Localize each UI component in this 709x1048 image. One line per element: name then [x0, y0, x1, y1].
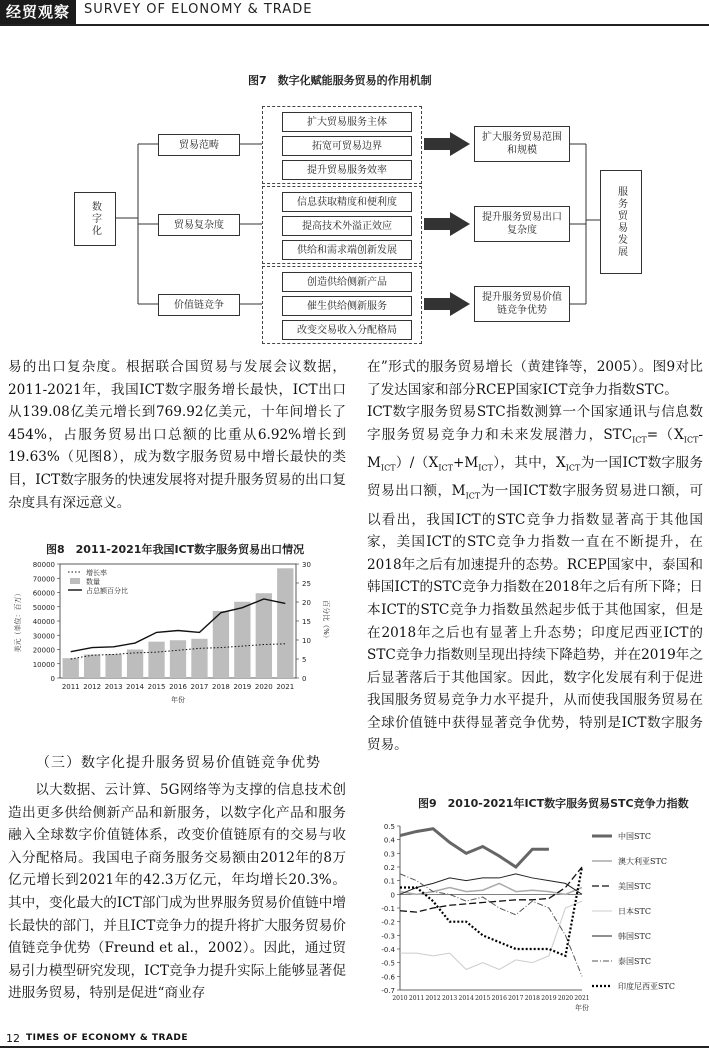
- right-paragraph-2-text: ICT数字服务贸易STC指数测算一个国家通讯与信息数字服务贸易竞争力和未来发展潜力，$STC_{ICT}=(X_{ICT}-M_{ICT})/(X_{ICT}+M_{ICT})$，其中，$X_{ICT}$为一国ICT数字服务贸易出口额，$M_{ICT}$为一国ICT数字服务贸易进口额，可以看出，我国ICT的STC竞争力指数显著高于其他国家，美国ICT的STC竞争力指数一直在不断提升，在2018年之后有加速提升的态势。RCEP国家中，泰国和韩国ICT的STC竞争力指数在2018年之后有所下降；日本ICT的STC竞争力指数虽然起步低于其他国家，但是在2018年之后也有显著上升态势；印度尼西亚ICT的STC竞争力指数则呈现出持续下降趋势，并在2019年之后显著落后于其他国家。因此，数字化发展有利于促进我国服务贸易竞争力水平提升，从而使我国服务贸易在全球价值链中获得显著竞争优势，特别是ICT数字服务贸易。: [367, 404, 704, 754]
- fig8-ytick-label: 60000: [32, 589, 55, 598]
- branch-1-outcome: 扩大服务贸易范围和规模: [474, 126, 570, 162]
- left-paragraph-1: [8, 356, 346, 514]
- fig8-ytick-label: 10000: [32, 660, 55, 669]
- fig8-xtick-label: 2017: [190, 683, 209, 691]
- fig8-xtick-label: 2021: [276, 683, 295, 691]
- fig8-ytick-label: 80000: [32, 561, 55, 569]
- branch-2-label: 贸易复杂度: [158, 214, 240, 236]
- fig9-xlabel: 年份: [575, 1004, 589, 1012]
- branch-2-item-3: 供给和需求端创新发展: [282, 240, 412, 260]
- fig8-title: 图8 2011-2021年我国ICT数字服务贸易出口情况: [46, 543, 305, 556]
- fig9-ytick-label: -0.2: [381, 918, 395, 927]
- fig9-line-3: [400, 867, 582, 912]
- fig9-xtick-label: 2015: [475, 995, 491, 1002]
- fig8-ytick-label: 20000: [32, 646, 55, 655]
- final-node-service-trade-development: 服务贸易发展: [600, 170, 642, 274]
- fig8-ylabel-right: 百分比（%）: [322, 600, 330, 642]
- fig8-bar: [170, 640, 186, 678]
- branch-1-item-3: 提升贸易服务效率: [282, 160, 412, 180]
- fig9-legend-label-5: 韩国STC: [618, 932, 651, 941]
- fig9-ytick-label: 0.5: [383, 823, 395, 831]
- left-paragraph-2: [8, 779, 346, 1005]
- branch-2-item-1: 信息获取精度和便利度: [282, 192, 412, 212]
- header-rule: [0, 24, 709, 26]
- fig9-ytick-label: 0: [390, 891, 395, 900]
- fig9-legend-label-6: 泰国STC: [618, 957, 651, 966]
- fig8-ytick-right-label: 5: [302, 656, 307, 664]
- fig9-xtick-label: 2013: [441, 995, 458, 1002]
- branch-3-item-2: 催生供给侧新服务: [282, 296, 412, 316]
- fig9-legend-label-2: 澳大利亚STC: [618, 857, 667, 866]
- fig8-xtick-label: 2012: [83, 683, 102, 691]
- fig8-ytick-label: 40000: [32, 618, 55, 626]
- fig9-legend-label-7: 印度尼西亚STC: [618, 982, 675, 991]
- fig8-ytick-label: 70000: [32, 575, 55, 584]
- fig9-xtick-label: 2021: [574, 995, 590, 1002]
- fig9-line-1: [400, 829, 549, 867]
- fig9-xtick-label: 2017: [508, 995, 524, 1002]
- fig8-legend-count: 数量: [86, 578, 100, 586]
- branch-1-item-2: 拓宽可贸易边界: [282, 136, 412, 156]
- fig8-xtick-label: 2019: [233, 683, 252, 691]
- fig8-xtick-label: 2014: [126, 683, 145, 691]
- fig8-bar: [127, 650, 143, 679]
- fig9-ytick-label: -0.7: [381, 987, 395, 995]
- fig9-xtick-label: 2010: [392, 995, 408, 1002]
- right-paragraph-2: [367, 401, 703, 757]
- fig8-xtick-label: 2015: [147, 683, 166, 691]
- fig9-line-4: [400, 901, 582, 969]
- fig9-ytick-label: 0.2: [383, 864, 395, 872]
- fig8-xtick-label: 2011: [61, 683, 80, 691]
- arrow-to-outcome-1: [424, 132, 470, 156]
- fig8-legend-growth: 增长率: [86, 569, 107, 577]
- fig8-xtick-label: 2018: [211, 683, 230, 691]
- fig8-xtick-label: 2016: [169, 683, 187, 691]
- fig8-bar: [213, 611, 229, 678]
- fig8-bar: [191, 639, 207, 678]
- fig9-ytick-label: 0.4: [383, 836, 395, 845]
- fig9-xtick-label: 2016: [491, 995, 507, 1002]
- fig8-ytick-right-label: 0: [302, 675, 307, 683]
- footer-journal-title: TIMES OF ECONOMY & TRADE: [26, 1033, 188, 1043]
- fig9-xtick-label: 2014: [458, 995, 474, 1002]
- fig8-legend-share: 占总额百分比: [86, 587, 128, 595]
- arrow-to-outcome-3: [424, 292, 470, 316]
- fig9-xtick-label: 2011: [408, 995, 425, 1002]
- fig9-legend-label-3: 美国STC: [618, 882, 651, 891]
- root-node-digitalization: 数字化: [74, 192, 116, 246]
- page-number: 12: [6, 1032, 20, 1045]
- page-header: [0, 0, 709, 26]
- fig8-bar: [84, 654, 100, 678]
- fig9-line-6: [400, 874, 582, 977]
- fig9-ytick-label: -0.1: [381, 905, 395, 913]
- arrow-to-outcome-2: [424, 212, 470, 236]
- fig8-bar: [63, 658, 79, 678]
- fig9-chart: [372, 818, 702, 1028]
- fig8-ytick-right-label: 20: [302, 599, 311, 607]
- fig9-xtick-label: 2019: [541, 995, 557, 1002]
- section-subheading: （三）数字化提升服务贸易价值链竞争优势: [36, 755, 321, 771]
- fig9-ytick-label: -0.4: [381, 946, 395, 954]
- fig8-ytick-right-label: 15: [302, 618, 311, 626]
- fig9-xtick-label: 2018: [524, 995, 541, 1002]
- fig7-title: 图7 数字化赋能服务贸易的作用机制: [248, 74, 432, 87]
- fig8-bar: [148, 642, 164, 678]
- fig9-ytick-label: -0.5: [381, 959, 395, 968]
- fig8-ytick-label: 30000: [32, 632, 55, 641]
- branch-1-item-1: 扩大贸易服务主体: [282, 112, 412, 132]
- fig8-legend-count-swatch: [70, 578, 80, 584]
- branch-3-label: 价值链竞争: [158, 294, 240, 316]
- fig8-xtick-label: 2013: [104, 683, 123, 691]
- branch-1-label: 贸易范畴: [158, 134, 240, 156]
- fig8-bar: [105, 654, 121, 678]
- fig8-ytick-label: 0: [50, 675, 55, 683]
- fig9-line-7: [400, 867, 582, 956]
- fig8-xlabel: 年份: [171, 696, 185, 704]
- fig9-title: 图9 2010-2021年ICT数字服务贸易STC竞争力指数: [418, 797, 689, 810]
- fig8-ytick-right-label: 25: [302, 580, 311, 588]
- left-paragraph-2-text: 以大数据、云计算、5G网络等为支撑的信息技术创造出更多供给侧新产品和新服务，以数字化产品和服务融入全球数字价值链体系，改变价值链原有的交易与收入分配格局。我国电子商务服务交易额由2012年的8万亿元增长到2021年的42.3万亿元，年均增长20.3%。其中，变化最大的ICT部门成为世界服务贸易价值链中增长最快的部门，并且ICT竞争力的提升将扩大服务贸易价值链竞争优势（Freund et al.，2002）。因此，通过贸易引力模型研究发现，ICT竞争力提升实际上能够显著促进服务贸易，特别是促进“商业存: [8, 782, 346, 1002]
- right-paragraph-1: [367, 356, 703, 401]
- fig9-legend-label-1: 中国STC: [618, 832, 651, 841]
- fig8-bar: [277, 568, 293, 678]
- fig9-ytick-label: -0.3: [381, 932, 395, 941]
- fig8-xtick-label: 2020: [254, 683, 273, 691]
- fig8-ytick-label: 50000: [32, 603, 55, 612]
- branch-2-item-2: 提高技术外溢正效应: [282, 216, 412, 236]
- journal-title: SURVEY OF ELONOMY & TRADE: [84, 2, 313, 17]
- branch-3-item-3: 改变交易收入分配格局: [282, 320, 412, 340]
- branch-2-outcome: 提升服务贸易出口复杂度: [474, 206, 570, 242]
- fig8-ytick-right-label: 30: [302, 561, 311, 569]
- left-paragraph-1-text: 易的出口复杂度。根据联合国贸易与发展会议数据，2011-2021年，我国ICT数字服务增长最快，ICT出口从139.08亿美元增长到769.92亿美元，十年间增长了454%，占服务贸易出口总额的比重从6.92%增长到19.63%（见图8），成为数字服务贸易中增长最快的类目，ICT数字服务的快速发展将对提升服务贸易的出口复杂度具有深远意义。: [8, 359, 346, 511]
- fig8-bar: [234, 602, 250, 678]
- branch-3-item-1: 创造供给侧新产品: [282, 272, 412, 292]
- right-paragraph-1-text: 在”形式的服务贸易增长（黄建锋等，2005）。图9对比了发达国家和部分RCEP国家ICT竞争力指数STC。: [367, 359, 703, 398]
- fig8-ylabel: 美元（单位：百万）: [14, 589, 22, 653]
- fig9-xtick-label: 2012: [425, 995, 441, 1002]
- fig9-ytick-label: 0.3: [383, 850, 395, 859]
- fig9-legend-label-4: 日本STC: [618, 907, 651, 916]
- branch-3-outcome: 提升服务贸易价值链竞争优势: [474, 286, 570, 322]
- fig9-ytick-label: 0.1: [383, 877, 395, 886]
- fig9-line-5: [400, 874, 582, 895]
- fig9-xtick-label: 2020: [557, 995, 574, 1002]
- fig8-bar: [256, 593, 272, 678]
- fig8-ytick-right-label: 10: [302, 637, 311, 645]
- fig9-ytick-label: -0.6: [381, 973, 395, 982]
- column-badge: 经贸观察: [0, 0, 76, 24]
- fig8-chart: [8, 556, 348, 736]
